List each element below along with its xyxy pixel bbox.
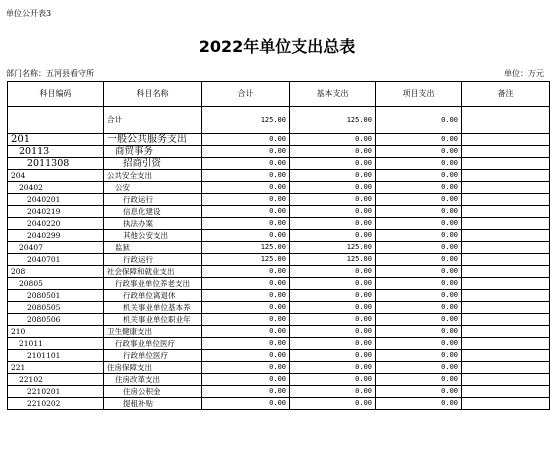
col-header-code: 科目编码 xyxy=(8,82,104,107)
total-basic: 125.00 xyxy=(290,107,376,134)
row-total: 0.00 xyxy=(202,362,290,374)
row-code: 2040219 xyxy=(8,206,104,218)
row-project: 0.00 xyxy=(376,134,462,146)
row-project: 0.00 xyxy=(376,314,462,326)
row-basic: 0.00 xyxy=(290,170,376,182)
row-basic: 0.00 xyxy=(290,386,376,398)
row-remark xyxy=(462,266,550,278)
row-basic: 0.00 xyxy=(290,230,376,242)
row-basic: 0.00 xyxy=(290,266,376,278)
row-remark xyxy=(462,398,550,410)
row-project: 0.00 xyxy=(376,386,462,398)
table-row xyxy=(8,206,550,218)
row-project: 0.00 xyxy=(376,398,462,410)
row-basic: 0.00 xyxy=(290,278,376,290)
row-basic: 0.00 xyxy=(290,398,376,410)
row-name: 提租补贴 xyxy=(104,398,202,410)
total-sum: 125.00 xyxy=(202,107,290,134)
row-project: 0.00 xyxy=(376,338,462,350)
row-project: 0.00 xyxy=(376,290,462,302)
row-basic: 0.00 xyxy=(290,314,376,326)
row-code: 208 xyxy=(8,266,104,278)
table-row xyxy=(8,362,550,374)
row-name: 商贸事务 xyxy=(104,146,202,158)
table-row xyxy=(8,338,550,350)
row-total: 0.00 xyxy=(202,302,290,314)
row-basic: 0.00 xyxy=(290,290,376,302)
row-code: 2040201 xyxy=(8,194,104,206)
row-project: 0.00 xyxy=(376,182,462,194)
row-name: 行政事业单位养老支出 xyxy=(104,278,202,290)
col-header-name: 科目名称 xyxy=(104,82,202,107)
row-remark xyxy=(462,134,550,146)
col-header-total: 合计 xyxy=(202,82,290,107)
row-name: 行政运行 xyxy=(104,254,202,266)
row-total: 0.00 xyxy=(202,350,290,362)
row-total: 0.00 xyxy=(202,206,290,218)
total-label: 合计 xyxy=(104,107,202,134)
row-basic: 0.00 xyxy=(290,182,376,194)
row-remark xyxy=(462,146,550,158)
row-total: 0.00 xyxy=(202,230,290,242)
row-project: 0.00 xyxy=(376,302,462,314)
row-remark xyxy=(462,218,550,230)
row-name: 住房公积金 xyxy=(104,386,202,398)
row-name: 卫生健康支出 xyxy=(104,326,202,338)
row-remark xyxy=(462,338,550,350)
row-basic: 125.00 xyxy=(290,242,376,254)
row-remark xyxy=(462,350,550,362)
row-project: 0.00 xyxy=(376,254,462,266)
expenditure-table xyxy=(7,81,550,410)
row-code: 2080505 xyxy=(8,302,104,314)
row-name: 行政单位离退休 xyxy=(104,290,202,302)
row-remark xyxy=(462,302,550,314)
row-name: 公安 xyxy=(104,182,202,194)
row-total: 0.00 xyxy=(202,314,290,326)
row-name: 一般公共服务支出 xyxy=(104,134,202,146)
table-row xyxy=(8,278,550,290)
row-basic: 0.00 xyxy=(290,350,376,362)
row-project: 0.00 xyxy=(376,362,462,374)
row-name: 监狱 xyxy=(104,242,202,254)
row-name: 住房保障支出 xyxy=(104,362,202,374)
row-code: 201 xyxy=(8,134,104,146)
table-row xyxy=(8,242,550,254)
row-name: 公共安全支出 xyxy=(104,170,202,182)
row-basic: 0.00 xyxy=(290,326,376,338)
row-basic: 125.00 xyxy=(290,254,376,266)
table-row xyxy=(8,350,550,362)
row-code: 2040701 xyxy=(8,254,104,266)
row-total: 0.00 xyxy=(202,374,290,386)
page-title: 2022年单位支出总表 xyxy=(198,37,356,56)
row-code: 20407 xyxy=(8,242,104,254)
total-remark xyxy=(462,107,550,134)
row-basic: 0.00 xyxy=(290,302,376,314)
row-basic: 0.00 xyxy=(290,218,376,230)
row-remark xyxy=(462,374,550,386)
row-total: 0.00 xyxy=(202,194,290,206)
row-name: 行政运行 xyxy=(104,194,202,206)
row-basic: 0.00 xyxy=(290,374,376,386)
row-name: 执法办案 xyxy=(104,218,202,230)
row-remark xyxy=(462,386,550,398)
total-code xyxy=(8,107,104,134)
row-name: 行政单位医疗 xyxy=(104,350,202,362)
total-project: 0.00 xyxy=(376,107,462,134)
table-row xyxy=(8,158,550,170)
row-total: 0.00 xyxy=(202,398,290,410)
table-row xyxy=(8,374,550,386)
row-name: 招商引资 xyxy=(104,158,202,170)
row-project: 0.00 xyxy=(376,146,462,158)
row-code: 21011 xyxy=(8,338,104,350)
row-name: 社会保障和就业支出 xyxy=(104,266,202,278)
row-name: 信息化建设 xyxy=(104,206,202,218)
row-name: 行政事业单位医疗 xyxy=(104,338,202,350)
table-row xyxy=(8,218,550,230)
row-total: 0.00 xyxy=(202,170,290,182)
row-code: 2040220 xyxy=(8,218,104,230)
row-code: 20402 xyxy=(8,182,104,194)
row-remark xyxy=(462,362,550,374)
row-code: 221 xyxy=(8,362,104,374)
row-total: 0.00 xyxy=(202,326,290,338)
row-name: 其他公安支出 xyxy=(104,230,202,242)
table-row xyxy=(8,254,550,266)
col-header-project: 项目支出 xyxy=(376,82,462,107)
row-project: 0.00 xyxy=(376,230,462,242)
row-basic: 0.00 xyxy=(290,206,376,218)
row-remark xyxy=(462,254,550,266)
form-id: 单位公开表3 xyxy=(6,9,52,18)
header-row xyxy=(8,82,550,107)
table-row xyxy=(8,170,550,182)
table-row xyxy=(8,146,550,158)
row-code: 2040299 xyxy=(8,230,104,242)
row-project: 0.00 xyxy=(376,242,462,254)
row-total: 0.00 xyxy=(202,146,290,158)
table-row xyxy=(8,182,550,194)
row-code: 204 xyxy=(8,170,104,182)
row-project: 0.00 xyxy=(376,218,462,230)
row-total: 0.00 xyxy=(202,266,290,278)
row-remark xyxy=(462,326,550,338)
row-remark xyxy=(462,290,550,302)
col-header-basic: 基本支出 xyxy=(290,82,376,107)
row-basic: 0.00 xyxy=(290,338,376,350)
row-basic: 0.00 xyxy=(290,134,376,146)
unit-label: 单位：万元 xyxy=(504,69,544,78)
row-code: 20113 xyxy=(8,146,104,158)
row-remark xyxy=(462,170,550,182)
row-remark xyxy=(462,182,550,194)
table-row xyxy=(8,194,550,206)
row-code: 22102 xyxy=(8,374,104,386)
table-row xyxy=(8,290,550,302)
row-total: 125.00 xyxy=(202,242,290,254)
row-code: 2080506 xyxy=(8,314,104,326)
row-code: 210 xyxy=(8,326,104,338)
table-row xyxy=(8,314,550,326)
row-total: 0.00 xyxy=(202,218,290,230)
row-project: 0.00 xyxy=(376,374,462,386)
row-remark xyxy=(462,314,550,326)
row-total: 0.00 xyxy=(202,182,290,194)
row-remark xyxy=(462,158,550,170)
table-row xyxy=(8,266,550,278)
row-name: 机关事业单位职业年 xyxy=(104,314,202,326)
table-row xyxy=(8,326,550,338)
row-project: 0.00 xyxy=(376,194,462,206)
row-name: 机关事业单位基本养 xyxy=(104,302,202,314)
row-code: 2210202 xyxy=(8,398,104,410)
row-code: 20805 xyxy=(8,278,104,290)
row-basic: 0.00 xyxy=(290,194,376,206)
row-project: 0.00 xyxy=(376,278,462,290)
row-name: 住房改革支出 xyxy=(104,374,202,386)
row-total: 0.00 xyxy=(202,278,290,290)
table-row xyxy=(8,302,550,314)
table-row xyxy=(8,398,550,410)
col-header-remark: 备注 xyxy=(462,82,550,107)
row-code: 2210201 xyxy=(8,386,104,398)
row-total: 0.00 xyxy=(202,158,290,170)
row-project: 0.00 xyxy=(376,206,462,218)
row-total: 0.00 xyxy=(202,386,290,398)
row-remark xyxy=(462,194,550,206)
row-project: 0.00 xyxy=(376,158,462,170)
row-project: 0.00 xyxy=(376,170,462,182)
row-code: 2101101 xyxy=(8,350,104,362)
total-row xyxy=(8,107,550,134)
row-remark xyxy=(462,230,550,242)
row-code: 2080501 xyxy=(8,290,104,302)
row-total: 0.00 xyxy=(202,290,290,302)
table-row xyxy=(8,230,550,242)
row-project: 0.00 xyxy=(376,266,462,278)
row-total: 0.00 xyxy=(202,338,290,350)
row-project: 0.00 xyxy=(376,350,462,362)
row-remark xyxy=(462,278,550,290)
row-total: 0.00 xyxy=(202,134,290,146)
row-project: 0.00 xyxy=(376,326,462,338)
row-basic: 0.00 xyxy=(290,362,376,374)
table-row xyxy=(8,386,550,398)
row-basic: 0.00 xyxy=(290,158,376,170)
department-label: 部门名称：五河县看守所 xyxy=(6,69,94,78)
row-remark xyxy=(462,206,550,218)
row-code: 2011308 xyxy=(8,158,104,170)
table-row xyxy=(8,134,550,146)
row-total: 125.00 xyxy=(202,254,290,266)
row-basic: 0.00 xyxy=(290,146,376,158)
row-remark xyxy=(462,242,550,254)
